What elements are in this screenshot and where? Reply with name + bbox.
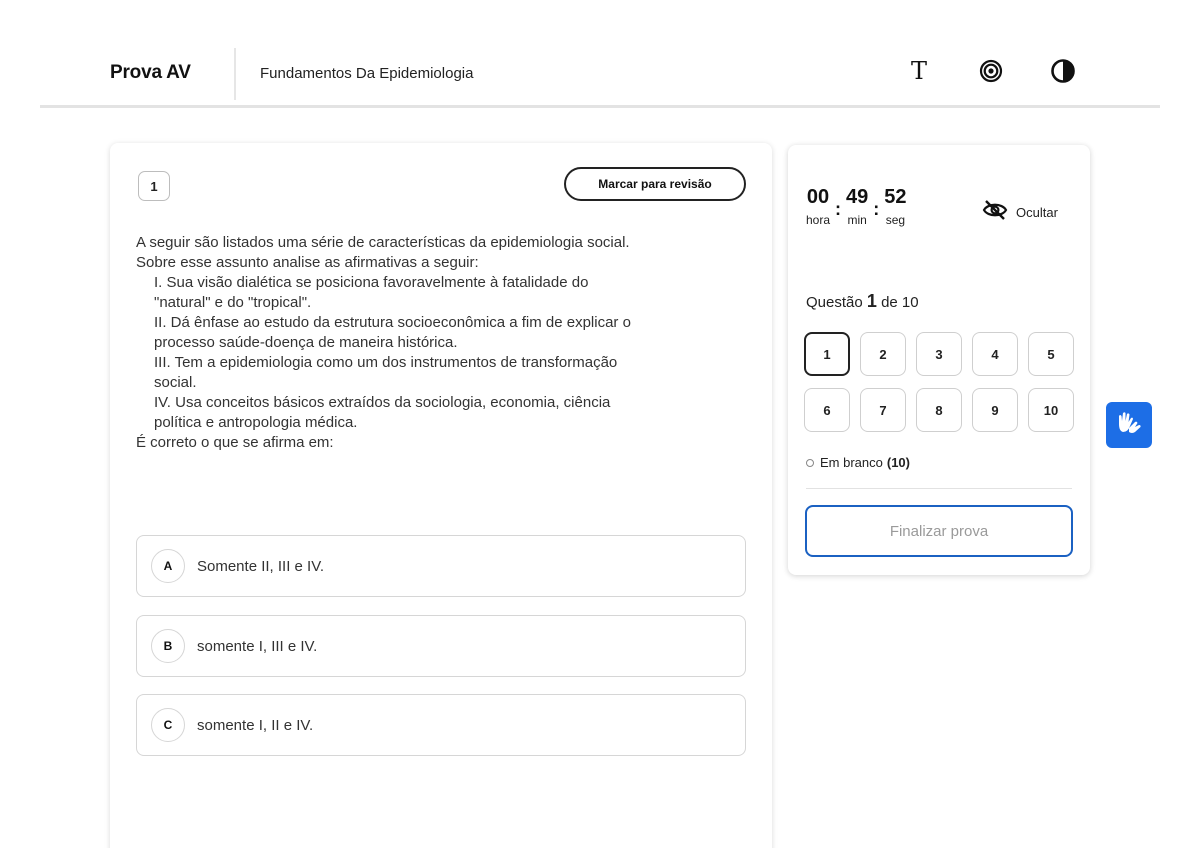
question-counter bbox=[806, 291, 919, 312]
question-card bbox=[110, 143, 772, 848]
question-nav-button-9[interactable]: 9 bbox=[972, 388, 1018, 432]
contrast-icon[interactable] bbox=[1048, 56, 1078, 86]
timer-minutes bbox=[846, 185, 868, 227]
hide-timer-label: Ocultar bbox=[1016, 205, 1058, 220]
option-b[interactable] bbox=[136, 615, 746, 677]
statement-line: IV. Usa conceitos básicos extraídos da sociologia, economia, ciência bbox=[154, 394, 611, 411]
option-letter: A bbox=[151, 549, 185, 583]
statement-line: I. Sua visão dialética se posiciona favoravelmente à fatalidade do bbox=[154, 274, 589, 291]
blank-questions-legend bbox=[806, 455, 910, 470]
statement-line: II. Dá ênfase ao estudo da estrutura socioeconômica a fim de explicar o bbox=[154, 314, 631, 331]
legend-label: Em branco bbox=[820, 455, 883, 470]
statement-line: III. Tem a epidemiologia como um dos instrumentos de transformação bbox=[154, 354, 618, 371]
eye-off-icon bbox=[982, 199, 1008, 226]
legend-count: (10) bbox=[886, 455, 910, 470]
question-nav-button-4[interactable]: 4 bbox=[972, 332, 1018, 376]
statement-line: A seguir são listados uma série de características da epidemiologia social. bbox=[136, 234, 630, 251]
statement-line: Sobre esse assunto analise as afirmativas a seguir: bbox=[136, 254, 479, 271]
countdown-timer bbox=[806, 185, 907, 227]
timer-hours bbox=[806, 185, 830, 227]
statement-line: social. bbox=[154, 374, 197, 391]
hide-timer-button[interactable] bbox=[982, 199, 1058, 226]
question-nav-button-2[interactable]: 2 bbox=[860, 332, 906, 376]
timer-minutes-label: min bbox=[847, 213, 867, 227]
question-nav-button-3[interactable]: 3 bbox=[916, 332, 962, 376]
option-c[interactable] bbox=[136, 694, 746, 756]
question-nav-button-10[interactable]: 10 bbox=[1028, 388, 1074, 432]
exam-side-panel bbox=[788, 145, 1090, 575]
question-nav-button-6[interactable]: 6 bbox=[804, 388, 850, 432]
timer-seconds-value: 52 bbox=[884, 186, 907, 208]
timer-seconds bbox=[884, 185, 906, 227]
question-nav-button-1[interactable]: 1 bbox=[804, 332, 850, 376]
top-header bbox=[40, 0, 1160, 108]
panel-divider bbox=[806, 488, 1072, 489]
question-nav-button-8[interactable]: 8 bbox=[916, 388, 962, 432]
timer-hours-value: 00 bbox=[806, 186, 830, 208]
option-a[interactable] bbox=[136, 535, 746, 597]
question-number-badge: 1 bbox=[138, 171, 170, 201]
statement-line: "natural" e do "tropical". bbox=[154, 294, 312, 311]
question-nav-button-5[interactable]: 5 bbox=[1028, 332, 1074, 376]
timer-separator: : bbox=[873, 199, 880, 219]
option-text: Somente II, III e IV. bbox=[197, 557, 325, 575]
timer-separator: : bbox=[835, 199, 842, 219]
sign-language-button[interactable] bbox=[1106, 402, 1152, 448]
hands-icon bbox=[1115, 410, 1143, 441]
blank-status-dot-icon bbox=[806, 459, 814, 467]
timer-seconds-label: seg bbox=[885, 213, 906, 227]
counter-current: 1 bbox=[866, 291, 877, 311]
statement-line: política e antropologia médica. bbox=[154, 414, 358, 431]
option-text: somente I, III e IV. bbox=[197, 637, 318, 655]
question-statement bbox=[136, 233, 756, 453]
mark-for-review-button[interactable]: Marcar para revisão bbox=[564, 167, 746, 201]
question-nav-button-7[interactable]: 7 bbox=[860, 388, 906, 432]
option-letter: B bbox=[151, 629, 185, 663]
finish-exam-button[interactable]: Finalizar prova bbox=[805, 505, 1073, 557]
target-icon[interactable] bbox=[976, 56, 1006, 86]
brand-title: Prova AV bbox=[110, 62, 191, 83]
text-size-icon[interactable]: T bbox=[910, 57, 927, 85]
statement-line: processo saúde-doença de maneira histórica. bbox=[154, 334, 458, 351]
timer-minutes-value: 49 bbox=[846, 186, 869, 208]
option-letter: C bbox=[151, 708, 185, 742]
counter-prefix: Questão bbox=[806, 294, 863, 311]
timer-hours-label: hora bbox=[806, 213, 831, 227]
header-divider bbox=[234, 48, 236, 100]
option-text: somente I, II e IV. bbox=[197, 716, 314, 734]
statement-line: É correto o que se afirma em: bbox=[136, 434, 334, 451]
course-title: Fundamentos Da Epidemiologia bbox=[260, 65, 474, 82]
counter-suffix: de 10 bbox=[881, 294, 919, 311]
